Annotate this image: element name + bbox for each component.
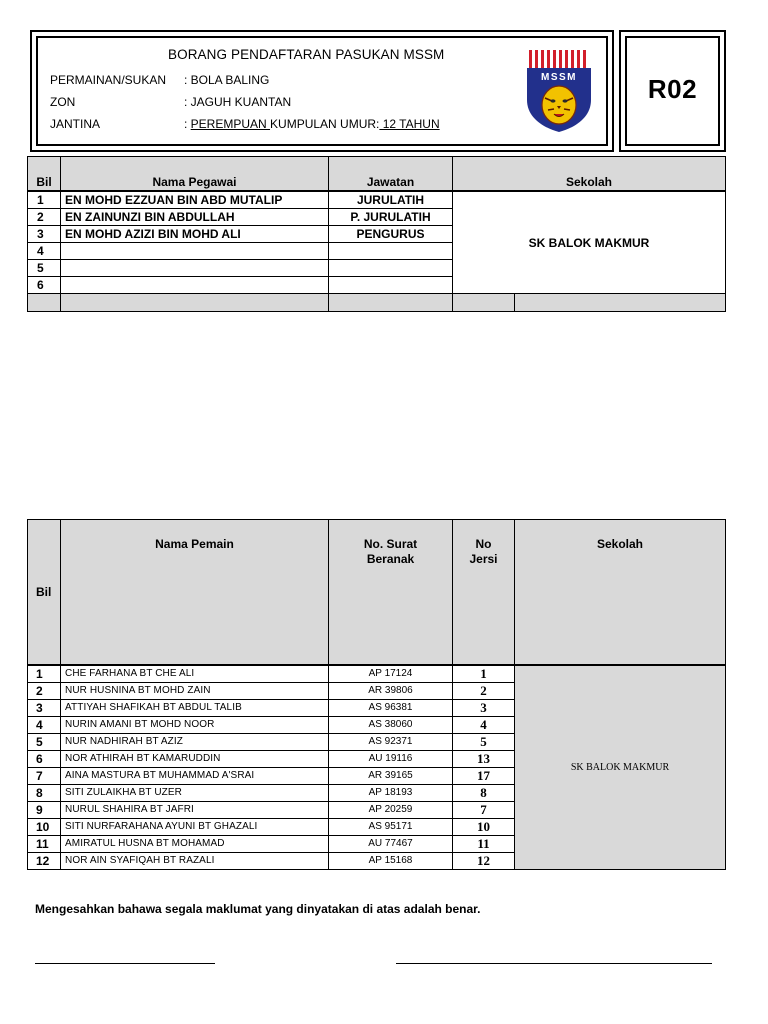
form-title: BORANG PENDAFTARAN PASUKAN MSSM <box>168 47 445 62</box>
player-jersi: 3 <box>453 700 515 717</box>
official-jawatan: PENGURUS <box>329 226 453 243</box>
player-bil: 9 <box>28 802 61 819</box>
player-bil: 4 <box>28 717 61 734</box>
player-surat: AR 39806 <box>329 683 453 700</box>
player-name: AMIRATUL HUSNA BT MOHAMAD <box>61 836 329 853</box>
header-surat-beranak <box>329 520 453 666</box>
signature-line-left <box>35 963 215 964</box>
signature-line-right <box>396 963 712 964</box>
header-surat-line1: No. Surat <box>363 537 418 551</box>
player-jersi: 1 <box>453 665 515 683</box>
jantina-prefix: : <box>184 117 191 131</box>
player-jersi: 5 <box>453 734 515 751</box>
logo-stripes <box>527 50 591 70</box>
players-sekolah: SK BALOK MAKMUR <box>515 665 726 870</box>
table-row <box>28 191 726 209</box>
official-name: EN ZAINUNZI BIN ABDULLAH <box>61 209 329 226</box>
official-bil: 1 <box>28 191 61 209</box>
player-name: NURUL SHAHIRA BT JAFRI <box>61 802 329 819</box>
player-surat: AR 39165 <box>329 768 453 785</box>
header-nama-pegawai: Nama Pegawai <box>61 157 329 192</box>
official-jawatan <box>329 243 453 260</box>
zon-label: ZON <box>50 95 76 109</box>
player-jersi: 7 <box>453 802 515 819</box>
player-name: ATTIYAH SHAFIKAH BT ABDUL TALIB <box>61 700 329 717</box>
officials-sekolah: SK BALOK MAKMUR <box>453 191 726 294</box>
player-jersi: 11 <box>453 836 515 853</box>
header-jersi-line2: Jersi <box>469 552 498 566</box>
player-name: NOR ATHIRAH BT KAMARUDDIN <box>61 751 329 768</box>
player-surat: AU 77467 <box>329 836 453 853</box>
player-bil: 5 <box>28 734 61 751</box>
player-bil: 2 <box>28 683 61 700</box>
player-surat: AP 15168 <box>329 853 453 870</box>
player-surat: AS 96381 <box>329 700 453 717</box>
officials-header-row <box>28 157 726 192</box>
header-sekolah: Sekolah <box>515 520 726 666</box>
form-code-box <box>619 30 726 152</box>
footer-cell <box>28 294 61 312</box>
jantina-value-group <box>184 117 440 131</box>
player-surat: AP 20259 <box>329 802 453 819</box>
player-surat: AP 18193 <box>329 785 453 802</box>
player-name: CHE FARHANA BT CHE ALI <box>61 665 329 683</box>
players-table <box>27 519 726 870</box>
player-name: NOR AIN SYAFIQAH BT RAZALI <box>61 853 329 870</box>
footer-cell <box>515 294 726 312</box>
official-jawatan <box>329 260 453 277</box>
confirmation-text: Mengesahkan bahawa segala maklumat yang dinyatakan di atas adalah benar. <box>35 902 481 916</box>
players-header-row <box>28 520 726 666</box>
player-surat: AS 95171 <box>329 819 453 836</box>
player-name: SITI NURFARAHANA AYUNI BT GHAZALI <box>61 819 329 836</box>
official-jawatan: P. JURULATIH <box>329 209 453 226</box>
official-bil: 5 <box>28 260 61 277</box>
header-jersi-line1: No <box>475 537 492 551</box>
player-bil: 1 <box>28 665 61 683</box>
player-bil: 12 <box>28 853 61 870</box>
official-jawatan: JURULATIH <box>329 191 453 209</box>
official-bil: 3 <box>28 226 61 243</box>
player-jersi: 17 <box>453 768 515 785</box>
header-bil: Bil <box>28 520 61 666</box>
player-jersi: 13 <box>453 751 515 768</box>
player-name: NURIN AMANI BT MOHD NOOR <box>61 717 329 734</box>
official-name <box>61 260 329 277</box>
form-code: R02 <box>647 74 698 104</box>
player-surat: AS 38060 <box>329 717 453 734</box>
player-jersi: 10 <box>453 819 515 836</box>
permainan-value: : BOLA BALING <box>184 73 270 87</box>
player-jersi: 8 <box>453 785 515 802</box>
official-name <box>61 277 329 294</box>
form-header-inner-frame <box>36 36 608 146</box>
player-surat: AS 92371 <box>329 734 453 751</box>
header-surat-line2: Beranak <box>366 552 415 566</box>
official-bil: 4 <box>28 243 61 260</box>
header-nama-pemain: Nama Pemain <box>61 520 329 666</box>
player-bil: 10 <box>28 819 61 836</box>
form-code-inner-frame <box>625 36 720 146</box>
player-bil: 8 <box>28 785 61 802</box>
player-jersi: 12 <box>453 853 515 870</box>
official-bil: 6 <box>28 277 61 294</box>
logo-text: MSSM <box>541 72 577 83</box>
form-header <box>30 30 614 152</box>
player-name: NUR NADHIRAH BT AZIZ <box>61 734 329 751</box>
tiger-head-icon <box>542 86 576 124</box>
player-bil: 7 <box>28 768 61 785</box>
permainan-label: PERMAINAN/SUKAN <box>50 73 167 87</box>
jantina-value: PEREMPUAN <box>190 117 271 131</box>
zon-value: : JAGUH KUANTAN <box>184 95 292 109</box>
player-name: SITI ZULAIKHA BT UZER <box>61 785 329 802</box>
player-bil: 6 <box>28 751 61 768</box>
officials-table <box>27 156 726 312</box>
mssm-logo <box>524 48 594 134</box>
officials-footer-row <box>28 294 726 312</box>
footer-cell <box>329 294 453 312</box>
header-jawatan: Jawatan <box>329 157 453 192</box>
official-bil: 2 <box>28 209 61 226</box>
kumpulan-value: 12 TAHUN <box>379 117 440 131</box>
player-surat: AU 19116 <box>329 751 453 768</box>
official-name: EN MOHD AZIZI BIN MOHD ALI <box>61 226 329 243</box>
header-sekolah: Sekolah <box>453 157 726 192</box>
header-jersi <box>453 520 515 666</box>
jantina-label: JANTINA <box>50 117 101 131</box>
official-name <box>61 243 329 260</box>
player-jersi: 2 <box>453 683 515 700</box>
player-surat: AP 17124 <box>329 665 453 683</box>
official-name: EN MOHD EZZUAN BIN ABD MUTALIP <box>61 191 329 209</box>
player-bil: 11 <box>28 836 61 853</box>
player-jersi: 4 <box>453 717 515 734</box>
footer-cell <box>453 294 515 312</box>
player-name: AINA MASTURA BT MUHAMMAD A'SRAI <box>61 768 329 785</box>
footer-cell <box>61 294 329 312</box>
header-bil: Bil <box>28 157 61 192</box>
kumpulan-label: KUMPULAN UMUR: <box>270 117 380 131</box>
official-jawatan <box>329 277 453 294</box>
table-row <box>28 665 726 683</box>
player-bil: 3 <box>28 700 61 717</box>
player-name: NUR HUSNINA BT MOHD ZAIN <box>61 683 329 700</box>
